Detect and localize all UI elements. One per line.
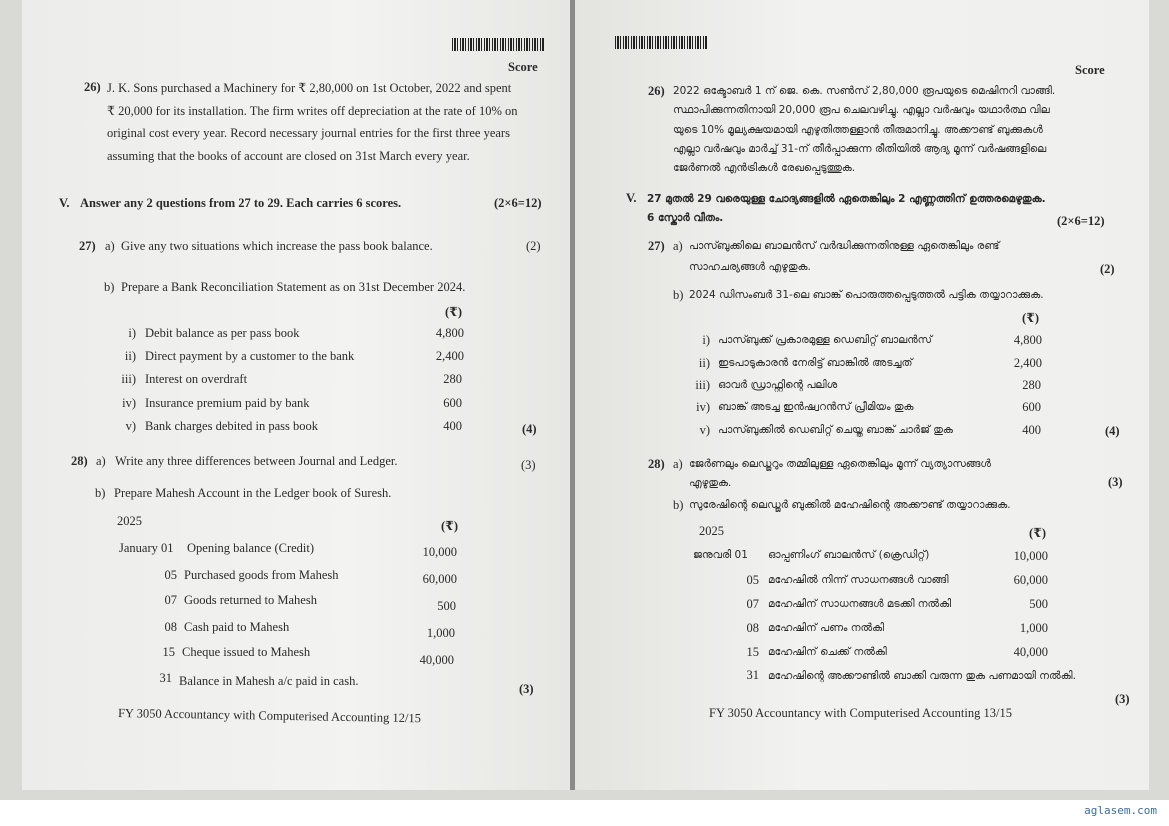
ledger-amount: 500 (437, 599, 456, 613)
question-text: ₹ 20,000 for its installation. The firm writes off depreciation at the rate of 10% on (107, 104, 518, 118)
question-score: (4) (522, 422, 537, 436)
question-text: 2024 ഡിസംബർ 31-ലെ ബാങ്ക് പൊരുത്തപ്പെടുത്തൽ പട്ടിക തയ്യാറാക്കുക. (689, 289, 1044, 301)
question-part: a) (673, 239, 683, 253)
ledger-date: 08 (164, 620, 177, 634)
page-footer: FY 3050 Accountancy with Computerised Accounting 13/15 (709, 706, 1012, 720)
item-label: ഓവർ ഡ്രാഫ്റ്റിന്റെ പലിശ (718, 379, 838, 391)
question-text: പാസ്ബുക്കിലെ ബാലൻസ് വർദ്ധിക്കുന്നതിനുള്ള ഏതെങ്കിലും രണ്ട് (689, 240, 1000, 252)
section-instruction: 6 സ്കോർ വീതം. (647, 212, 724, 224)
ledger-date: 05 (164, 568, 177, 582)
section-instruction: 27 മുതൽ 29 വരെയുള്ള ചോദ്യങ്ങളിൽ ഏതെങ്കിലും 2 എണ്ണത്തിന് ഉത്തരമെഴുതുക. (647, 193, 1046, 205)
question-number: 26) (648, 84, 665, 98)
question-score: (3) (519, 682, 534, 696)
ledger-amount: 10,000 (422, 545, 457, 559)
question-text: Prepare Mahesh Account in the Ledger book of Suresh. (114, 486, 392, 500)
ledger-label: മഹേഷിന്റെ അക്കൗണ്ടിൽ ബാക്കി വരുന്ന തുക പണമായി നൽകി. (768, 670, 1076, 682)
section-marks: (2×6=12) (494, 196, 542, 210)
item-amount: 2,400 (435, 349, 464, 363)
item-amount: 600 (1022, 400, 1041, 414)
ledger-label: മഹേഷിൽ നിന്ന് സാധനങ്ങൾ വാങ്ങി (768, 574, 949, 586)
malayalam-page (575, 0, 1149, 790)
item-amount: 4,800 (1013, 333, 1042, 347)
question-text: J. K. Sons purchased a Machinery for ₹ 2,80,000 on 1st October, 2022 and spent (107, 81, 512, 95)
item-label: Debit balance as per pass book (145, 326, 300, 340)
ledger-amount: 40,000 (1013, 645, 1048, 659)
ledger-date: 31 (159, 671, 172, 685)
ledger-amount: 1,000 (1019, 621, 1048, 635)
item-label: Bank charges debited in pass book (145, 419, 318, 433)
ledger-label: Balance in Mahesh a/c paid in cash. (179, 674, 359, 688)
item-label: Interest on overdraft (145, 372, 248, 386)
ledger-amount: 10,000 (1013, 549, 1048, 563)
currency-header: (₹) (445, 305, 463, 319)
question-text: ജേർണലും ലെഡ്ജറും തമ്മിലുള്ള ഏതെങ്കിലും മൂന്ന് വ്യത്യാസങ്ങൾ (689, 458, 991, 470)
question-number: 27) (648, 239, 665, 253)
item-roman: iii) (121, 372, 136, 386)
ledger-amount: 60,000 (422, 572, 457, 586)
question-part: b) (104, 280, 115, 294)
item-roman: ii) (124, 349, 136, 363)
item-roman: v) (699, 423, 710, 437)
question-number: 26) (84, 80, 101, 94)
ledger-date: 07 (746, 597, 759, 611)
ledger-label: മഹേഷിന് സാധനങ്ങൾ മടക്കി നൽകി (768, 598, 952, 610)
section-number: V. (626, 191, 637, 205)
question-text: assuming that the books of account are closed on 31st March every year. (107, 149, 470, 163)
item-roman: i) (702, 333, 710, 347)
question-number: 28) (648, 457, 665, 471)
currency-header: (₹) (1022, 311, 1040, 325)
item-roman: i) (128, 326, 136, 340)
item-amount: 4,800 (435, 326, 464, 340)
question-number: 28) (71, 454, 88, 468)
item-roman: iv) (122, 396, 136, 410)
ledger-label: Purchased goods from Mahesh (184, 568, 339, 582)
question-score: (3) (521, 458, 536, 472)
ledger-year: 2025 (699, 524, 724, 538)
item-roman: iv) (696, 400, 710, 414)
section-marks: (2×6=12) (1057, 214, 1105, 228)
question-part: a) (105, 239, 115, 253)
question-part: b) (673, 288, 684, 302)
item-roman: v) (125, 419, 136, 433)
ledger-label: മഹേഷിന് പണം നൽകി (768, 622, 885, 634)
question-text: ജേർണൽ എൻട്രികൾ രേഖപ്പെടുത്തുക. (673, 162, 856, 174)
item-label: Insurance premium paid by bank (145, 396, 310, 410)
question-text: യുടെ 10% മൂല്യക്ഷയമായി എഴുതിത്തള്ളാൻ തീരുമാനിച്ചു. അക്കൗണ്ട് ബുക്കുകൾ (673, 124, 1043, 136)
question-text: എല്ലാ വർഷവും മാർച്ച് 31-ന് തീർപ്പാക്കുന്ന രീതിയിൽ ആദ്യ മൂന്ന് വർഷങ്ങളിലെ (673, 143, 1047, 155)
ledger-date: 08 (746, 621, 759, 635)
question-number: 27) (79, 239, 96, 253)
ledger-date: January 01 (119, 541, 174, 555)
ledger-date: 05 (746, 573, 759, 587)
score-header: Score (1075, 63, 1105, 77)
ledger-year: 2025 (117, 514, 142, 528)
item-label: പാസ്ബുക്ക് പ്രകാരമുള്ള ഡെബിറ്റ് ബാലൻസ് (718, 334, 933, 346)
question-text: Write any three differences between Journal and Ledger. (115, 454, 398, 468)
ledger-label: ഓപ്പണിംഗ് ബാലൻസ് (ക്രെഡിറ്റ്) (768, 549, 930, 561)
page-footer: FY 3050 Accountancy with Computerised Accounting 12/15 (117, 706, 422, 726)
ledger-date: 07 (164, 593, 177, 607)
question-part: a) (96, 454, 106, 468)
question-text: സുരേഷിന്റെ ലെഡ്ജർ ബുക്കിൽ മഹേഷിന്റെ അക്കൗണ്ട് തയ്യാറാക്കുക. (689, 499, 1011, 511)
item-roman: iii) (695, 378, 710, 392)
item-amount: 280 (443, 372, 462, 386)
watermark-text: aglasem.com (1084, 804, 1157, 817)
question-score: (2) (526, 239, 541, 253)
ledger-label: മഹേഷിന് ചെക്ക് നൽകി (768, 646, 887, 658)
item-amount: 400 (443, 419, 462, 433)
question-text: Prepare a Bank Reconciliation Statement as on 31st December 2024. (121, 280, 466, 294)
section-instruction: Answer any 2 questions from 27 to 29. Each carries 6 scores. (80, 196, 402, 210)
question-text: എഴുതുക. (689, 477, 732, 489)
item-label: പാസ്ബുക്കിൽ ഡെബിറ്റ് ചെയ്ത ബാങ്ക് ചാർജ് തുക (718, 424, 953, 436)
english-page (22, 0, 572, 790)
question-score: (3) (1108, 475, 1123, 489)
currency-header: (₹) (441, 519, 459, 533)
question-text: സ്ഥാപിക്കുന്നതിനായി 20,000 രൂപ ചെലവഴിച്ചു. എല്ലാ വർഷവും യഥാർത്ഥ വില (673, 104, 1050, 116)
question-text: സാഹചര്യങ്ങൾ എഴുതുക. (689, 261, 811, 273)
item-amount: 600 (443, 396, 462, 410)
ledger-label: Opening balance (Credit) (187, 541, 315, 555)
item-amount: 280 (1022, 378, 1041, 392)
item-amount: 400 (1022, 423, 1041, 437)
question-text: Give any two situations which increase the pass book balance. (121, 239, 433, 253)
ledger-amount: 60,000 (1013, 573, 1048, 587)
barcode (452, 38, 544, 51)
ledger-date: 31 (746, 668, 759, 682)
item-amount: 2,400 (1013, 356, 1042, 370)
question-part: a) (673, 457, 683, 471)
question-score: (2) (1100, 262, 1115, 276)
ledger-date: 15 (162, 645, 175, 659)
ledger-label: Cash paid to Mahesh (184, 620, 290, 634)
question-score: (3) (1115, 692, 1130, 706)
ledger-amount: 500 (1029, 597, 1048, 611)
question-text: original cost every year. Record necessary journal entries for the first three years (107, 126, 510, 140)
ledger-label: Goods returned to Mahesh (184, 593, 317, 607)
currency-header: (₹) (1029, 526, 1047, 540)
item-roman: ii) (698, 356, 710, 370)
score-header: Score (508, 60, 538, 74)
barcode (615, 36, 707, 49)
ledger-date: 15 (746, 645, 759, 659)
ledger-date: ജനുവരി 01 (693, 549, 748, 561)
question-part: b) (95, 486, 106, 500)
item-label: ഇടപാടുകാരൻ നേരിട്ട് ബാങ്കിൽ അടച്ചത് (718, 357, 913, 369)
item-label: ബാങ്ക് അടച്ച ഇൻഷ്വറൻസ് പ്രീമിയം തുക (718, 401, 914, 413)
question-text: 2022 ഒക്ടോബർ 1 ന് ജെ. കെ. സൺസ് 2,80,000 രൂപയുടെ മെഷിനറി വാങ്ങി. (673, 85, 1056, 97)
ledger-label: Cheque issued to Mahesh (182, 645, 311, 659)
ledger-amount: 1,000 (426, 626, 455, 640)
item-label: Direct payment by a customer to the bank (145, 349, 355, 363)
question-part: b) (673, 498, 684, 512)
ledger-amount: 40,000 (419, 653, 454, 667)
question-score: (4) (1105, 424, 1120, 438)
section-number: V. (59, 196, 70, 210)
